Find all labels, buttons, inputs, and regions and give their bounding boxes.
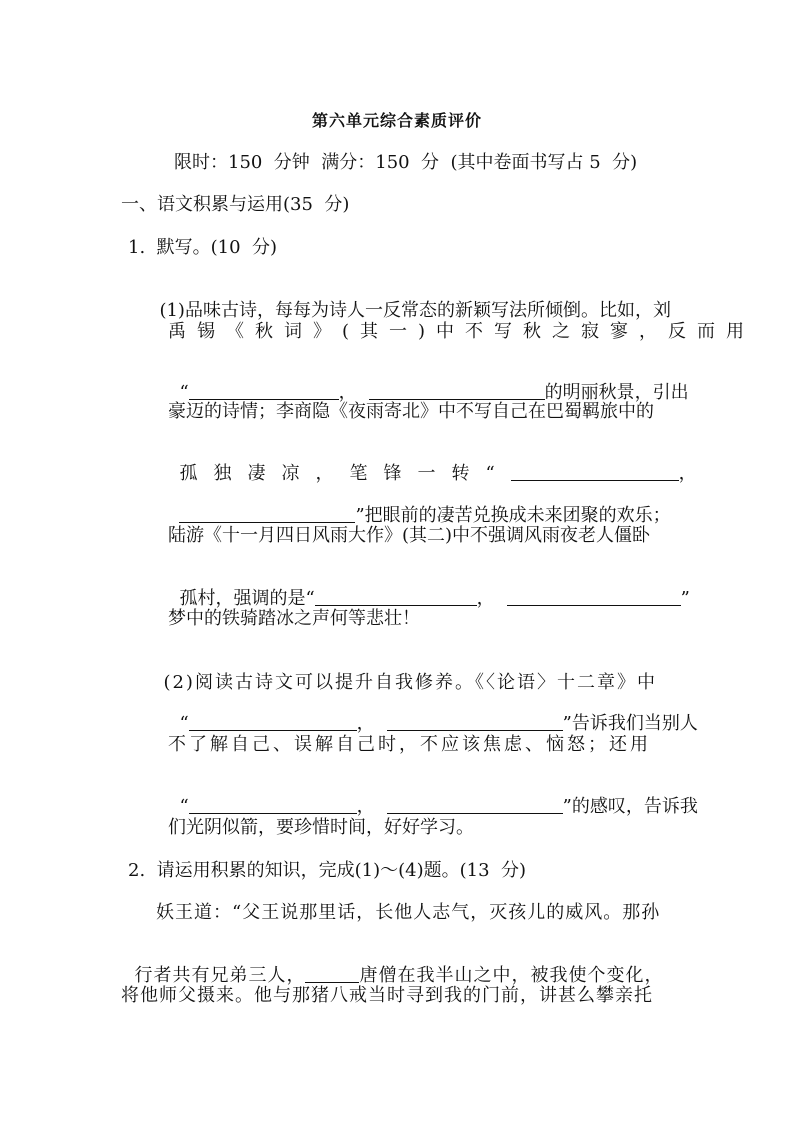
fill-line: “ ， ”告诉我们当别人	[168, 688, 698, 735]
answer-blank[interactable]	[387, 793, 563, 814]
sub-question-2	[148, 647, 657, 694]
fill-line: 孤独凄凉，笔锋一转“ ，	[168, 438, 697, 485]
text-line: 梦中的铁骑踏冰之声何等悲壮！	[168, 608, 420, 629]
fill-line: “ ， ”的感叹，告诉我	[168, 771, 698, 818]
answer-blank[interactable]	[189, 710, 357, 731]
fill-line: ”把眼前的凄苦兑换成未来团聚的欢乐；	[168, 480, 671, 527]
text-line: 豪迈的诗情；李商隐《夜雨寄北》中不写自己在巴蜀羁旅中的	[168, 401, 654, 422]
answer-blank[interactable]	[179, 502, 355, 523]
answer-blank[interactable]	[189, 793, 357, 814]
section-heading: 一、语文积累与运用(35 分)	[121, 194, 350, 215]
question-1-label: 1. 默写。(10 分)	[128, 237, 278, 258]
answer-blank[interactable]	[315, 585, 477, 606]
sub-question-1	[148, 275, 671, 322]
answer-blank[interactable]	[305, 962, 359, 983]
text-line: 不了解自己、误解自己时，不应该焦虑、恼怒；还用	[168, 734, 651, 755]
answer-blank[interactable]	[511, 460, 679, 481]
question-2-label: 2. 请运用积累的知识，完成(1)～(4)题。(13 分)	[128, 860, 527, 881]
text-line: 陆游《十一月四日风雨大作》(其二)中不强调风雨夜老人僵卧	[168, 525, 651, 546]
answer-blank[interactable]	[507, 585, 681, 606]
text-line: 品味古诗，每每为诗人一反常态的新颖写法所倾倒。比如，刘	[184, 300, 671, 321]
fill-line: “ ， 的明丽秋景，引出	[168, 357, 689, 404]
reading-line: 将他师父摄来。他与那猪八戒当时寻到我的门前，讲甚么攀亲托	[121, 985, 653, 1006]
text-line: 禹锡《秋词》(其一)中不写秋之寂寥，反而用	[168, 321, 756, 342]
page-title: 第六单元综合素质评价	[311, 111, 482, 130]
text-line: 们光阴似箭，要珍惜时间，好好学习。	[168, 817, 474, 838]
reading-line: 妖王道：“父王说那里话，长他人志气，灭孩儿的威风。那孙	[156, 902, 661, 923]
answer-blank[interactable]	[387, 710, 563, 731]
sub-question-number: (2)	[163, 672, 195, 693]
reading-line: 行者共有兄弟三人， 唐僧在我半山之中，被我使个变化，	[121, 940, 663, 987]
sub-question-number: (1)	[159, 300, 185, 321]
exam-info: 限时：150 分钟 满分：150 分 (其中卷面书写占 5 分)	[174, 152, 638, 173]
text-line: 阅读古诗文可以提升自我修养。《〈论语〉十二章》中	[194, 672, 657, 693]
fill-line: 孤村，强调的是“ ， ”	[168, 563, 690, 610]
